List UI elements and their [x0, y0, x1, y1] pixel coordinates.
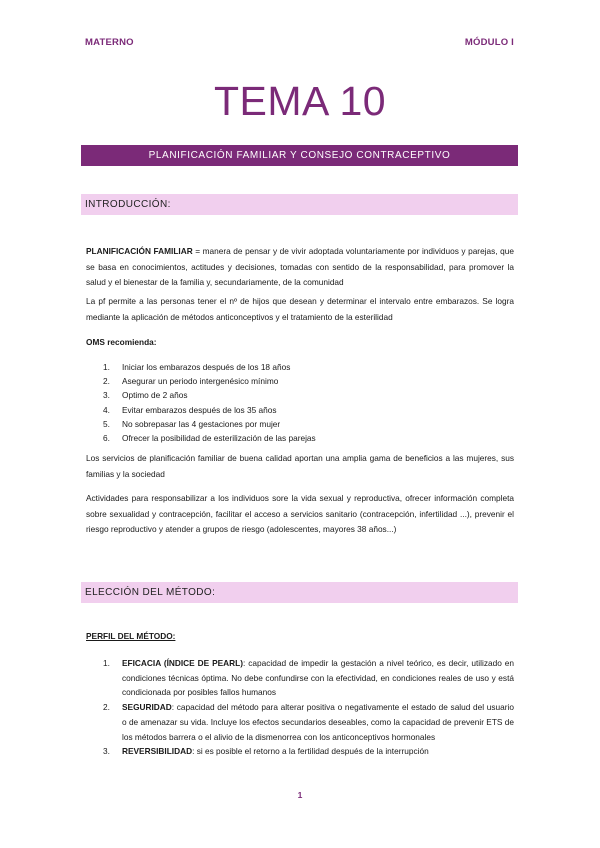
- list-term: SEGURIDAD: [122, 702, 172, 713]
- list-number: 3.: [103, 390, 110, 401]
- list-text: : capacidad del método para alterar positiva o negativamente el estado de salud del usuario o de amenazar su vida. Incluye los efectos secundarios deseables, como la capacidad de prevenir ETS de los métodos barrera o el alivio de la dismenorrea con los anticonceptivos hormonales: [122, 702, 514, 742]
- oms-label: OMS recomienda:: [86, 337, 157, 347]
- list-number: 2.: [103, 702, 110, 713]
- perfil-list: [86, 656, 514, 759]
- list-text: Optimo de 2 años: [122, 390, 188, 401]
- section-introduccion: INTRODUCCIÓN:: [81, 194, 518, 215]
- list-number: 1.: [103, 362, 110, 372]
- page-number: 1: [297, 790, 303, 800]
- subtitle-bar: PLANIFICACIÓN FAMILIAR Y CONSEJO CONTRACEPTIVO: [81, 145, 518, 166]
- list-item: [86, 656, 514, 700]
- list-item: [86, 360, 514, 374]
- list-text: : si es posible el retorno a la fertilidad después de la interrupción: [192, 746, 429, 757]
- perfil-heading: PERFIL DEL MÉTODO:: [86, 631, 176, 641]
- oms-list: [86, 360, 514, 445]
- list-number: 2.: [103, 376, 110, 387]
- list-text: : capacidad de impedir la gestación a nivel teórico, es decir, utilizado en condiciones técnicas óptima. No debe confundirse con la efectividad, en condiciones reales de uso y está condicionada por posibles fallos humanos: [122, 658, 514, 698]
- definicion-text: = manera de pensar y de vivir adoptada voluntariamente por individuos y parejas, que se basa en conocimientos, actitudes y decisiones, tomadas con sentido de la responsabilidad, para promover la salud y el bienestar de la familia y, secundariamente, de la comunidad: [86, 246, 514, 287]
- list-item: [86, 374, 514, 388]
- header-subject: MATERNO: [85, 37, 134, 48]
- paragraph-servicios: Los servicios de planificación familiar de buena calidad aportan una amplia gama de beneficios a las mujeres, sus familias y la sociedad: [86, 453, 514, 479]
- list-item: [86, 431, 514, 445]
- list-text: Ofrecer la posibilidad de esterilización de las parejas: [122, 433, 316, 444]
- list-number: 1.: [103, 658, 110, 668]
- list-text: Evitar embarazos después de los 35 años: [122, 404, 277, 415]
- section-eleccion-metodo: ELECCIÓN DEL MÉTODO:: [81, 582, 518, 603]
- list-item: [86, 744, 514, 759]
- list-item: [86, 403, 514, 417]
- list-text: Iniciar los embarazos después de los 18 años: [122, 362, 291, 372]
- term-planificacion-familiar: PLANIFICACIÓN FAMILIAR: [86, 246, 193, 256]
- list-term: REVERSIBILIDAD: [122, 746, 193, 757]
- paragraph-definicion: [86, 244, 514, 291]
- list-number: 5.: [103, 418, 110, 429]
- list-item: [86, 417, 514, 431]
- list-text: Asegurar un periodo intergenésico mínimo: [122, 376, 279, 387]
- paragraph-actividades: Actividades para responsabilizar a los individuos sore la vida sexual y reproductiva, ofrecer información completa sobre sexualidad y contracepción, facilitar el acceso a servicios sanitario (contracepción, infertilidad ...), prevenir el riesgo reproductivo y atender a grupos de riesgo (adolescentes, mayores 38 años...): [86, 493, 514, 534]
- list-text: No sobrepasar las 4 gestaciones por mujer: [122, 418, 281, 429]
- list-number: 6.: [103, 433, 110, 444]
- list-number: 4.: [103, 404, 110, 415]
- list-number: 3.: [103, 746, 110, 757]
- list-item: [86, 388, 514, 402]
- list-item: [86, 700, 514, 744]
- header-module: MÓDULO I: [464, 37, 514, 48]
- paragraph-pf: La pf permite a las personas tener el nº de hijos que desean y determinar el intervalo entre embarazos. Se logra mediante la aplicación de métodos anticonceptivos y el tratamiento de la esterilidad: [86, 296, 514, 322]
- list-term: EFICACIA (ÍNDICE DE PEARL): [122, 658, 243, 668]
- page-title: TEMA 10: [213, 78, 387, 124]
